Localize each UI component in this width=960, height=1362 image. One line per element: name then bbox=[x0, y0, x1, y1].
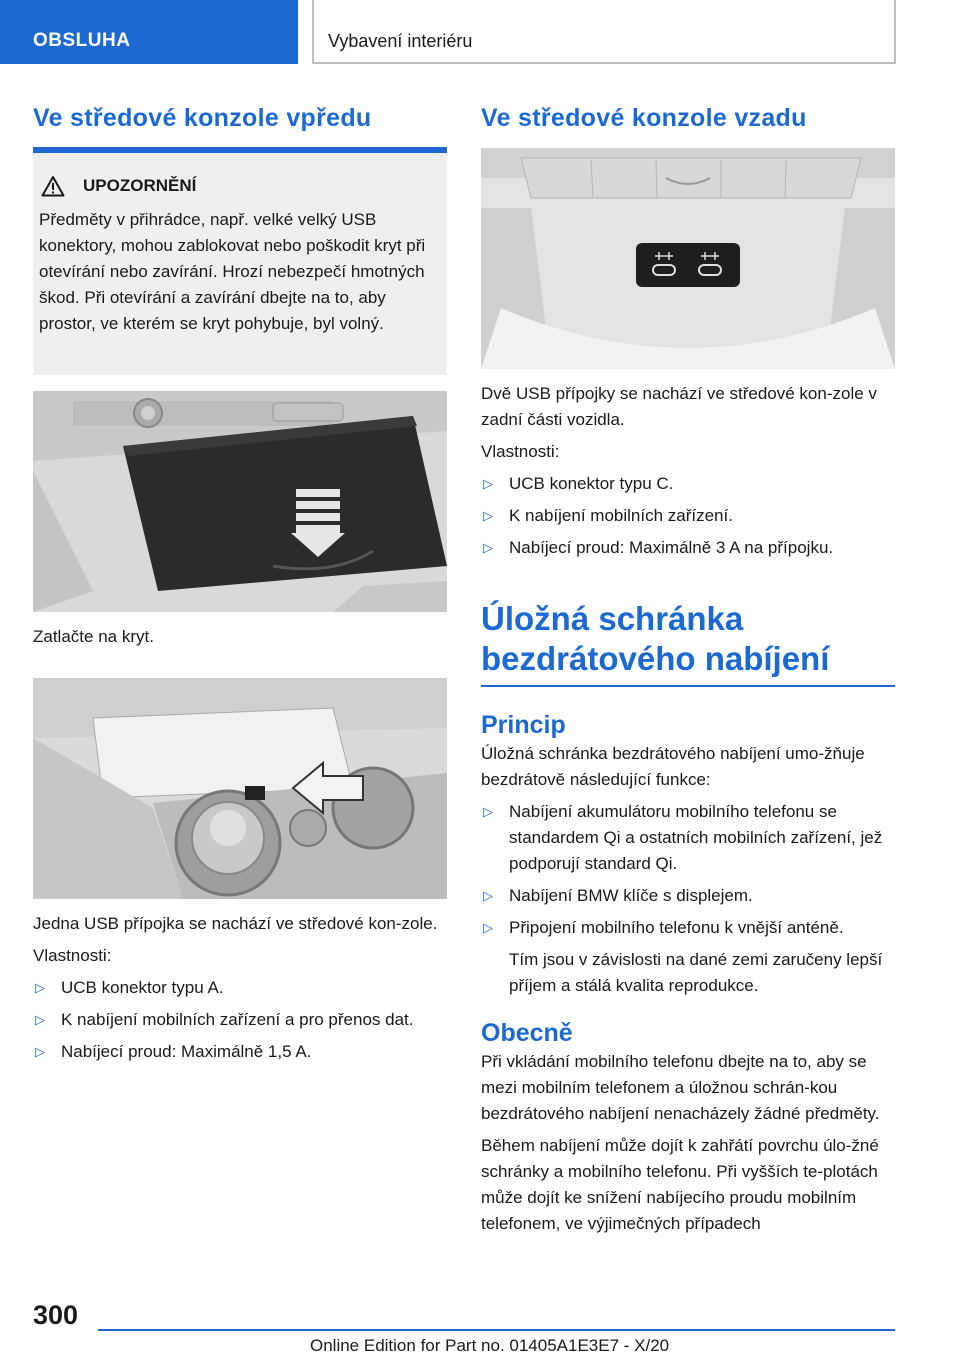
principle-continuation: Tím jsou v závislosti na dané zemi zaručeny lepší příjem a stálá kvalita reprodukce. bbox=[509, 950, 883, 995]
list-item: ▷ Připojení mobilního telefonu k vnější anténě. bbox=[481, 915, 895, 941]
list-item: ▷ UCB konektor typu C. bbox=[481, 471, 895, 497]
triangle-bullet-icon: ▷ bbox=[483, 540, 493, 555]
right-props-label: Vlastnosti: bbox=[481, 442, 560, 461]
general-heading: Obecně bbox=[481, 1019, 573, 1047]
right-props-list bbox=[481, 471, 895, 561]
triangle-bullet-icon: ▷ bbox=[35, 980, 45, 995]
header-section-tab bbox=[0, 0, 298, 64]
triangle-bullet-icon: ▷ bbox=[483, 888, 493, 903]
usb-front-caption: Jedna USB přípojka se nachází ve středové kon-zole. bbox=[33, 914, 438, 933]
list-item: ▷ UCB konektor typu A. bbox=[33, 975, 447, 1001]
general-paragraph-2: Během nabíjení může dojít k zahřátí povrchu úlo-žné schránky a mobilního telefonu. Při vyšších te-plotách může dojít ke snížení nabíjecího proudu mobilním telefonem, ve výjimečných případech bbox=[481, 1136, 879, 1233]
list-item: ▷ Nabíjecí proud: Maximálně 1,5 A. bbox=[33, 1039, 447, 1065]
left-props-list bbox=[33, 975, 447, 1065]
warning-box bbox=[33, 153, 447, 375]
principle-heading: Princip bbox=[481, 711, 566, 739]
wireless-charging-heading: Úložná schránka bezdrátového nabíjení bbox=[481, 600, 830, 677]
warning-title-row bbox=[41, 175, 435, 197]
triangle-bullet-icon: ▷ bbox=[35, 1012, 45, 1027]
rear-usb-ports-illustration bbox=[481, 148, 895, 369]
rear-usb-ports-drawing bbox=[481, 148, 895, 369]
right-column bbox=[481, 100, 895, 1237]
big-heading-rule bbox=[481, 685, 895, 687]
front-console-lid-drawing bbox=[33, 391, 447, 612]
footer-rule bbox=[98, 1329, 895, 1331]
rear-caption: Dvě USB přípojky se nachází ve středové kon-zole v zadní části vozidla. bbox=[481, 384, 877, 429]
triangle-bullet-icon: ▷ bbox=[483, 804, 493, 819]
list-item: ▷ Nabíjení akumulátoru mobilního telefonu se standardem Qi a ostatních mobilních zařízení, jež podporují standard Qi. bbox=[481, 799, 895, 877]
left-column bbox=[33, 100, 447, 1065]
left-props-label: Vlastnosti: bbox=[33, 946, 112, 965]
list-item: ▷ Nabíjení BMW klíče s displejem. bbox=[481, 883, 895, 909]
triangle-bullet-icon: ▷ bbox=[35, 1044, 45, 1059]
triangle-bullet-icon: ▷ bbox=[483, 508, 493, 523]
left-section-heading: Ve středové konzole vpředu bbox=[33, 104, 372, 132]
warning-text: Předměty v přihrádce, např. velké velký USB konektory, mohou zablokovat nebo poškodit kryt při otevírání nebo zavírání. Hrozí nebezpečí hmotných škod. Při otevírání a zavírání dbejte na to, aby prostor, ve kterém se kryt pohybuje, byl volný. bbox=[39, 210, 426, 333]
page-number: 300 bbox=[33, 1300, 79, 1330]
warning-title: UPOZORNĚNÍ bbox=[83, 176, 197, 195]
front-console-lid-illustration bbox=[33, 391, 447, 612]
triangle-bullet-icon: ▷ bbox=[483, 476, 493, 491]
principle-list bbox=[481, 799, 895, 941]
header-section-label: OBSLUHA bbox=[33, 30, 131, 51]
general-paragraph-1: Při vkládání mobilního telefonu dbejte na to, aby se mezi mobilním telefonem a úložnou schrán-kou bezdrátového nabíjení nenacházely žádné předměty. bbox=[481, 1052, 880, 1123]
front-usb-port-drawing bbox=[33, 678, 447, 899]
header-chapter-box bbox=[312, 0, 896, 64]
list-item: ▷ K nabíjení mobilních zařízení a pro přenos dat. bbox=[33, 1007, 447, 1033]
footer-edition: Online Edition for Part no. 01405A1E3E7 - X/20 bbox=[310, 1336, 670, 1355]
front-usb-port-illustration bbox=[33, 678, 447, 899]
list-item: ▷ Nabíjecí proud: Maximálně 3 A na přípojku. bbox=[481, 535, 895, 561]
principle-intro: Úložná schránka bezdrátového nabíjení umo-žňuje bezdrátově následující funkce: bbox=[481, 744, 865, 789]
warning-triangle-icon bbox=[41, 175, 65, 197]
front-caption: Zatlačte na kryt. bbox=[33, 627, 154, 646]
header-chapter-label: Vybavení interiéru bbox=[328, 31, 473, 51]
right-section-heading: Ve středové konzole vzadu bbox=[481, 104, 807, 132]
triangle-bullet-icon: ▷ bbox=[483, 920, 493, 935]
list-item: ▷ K nabíjení mobilních zařízení. bbox=[481, 503, 895, 529]
